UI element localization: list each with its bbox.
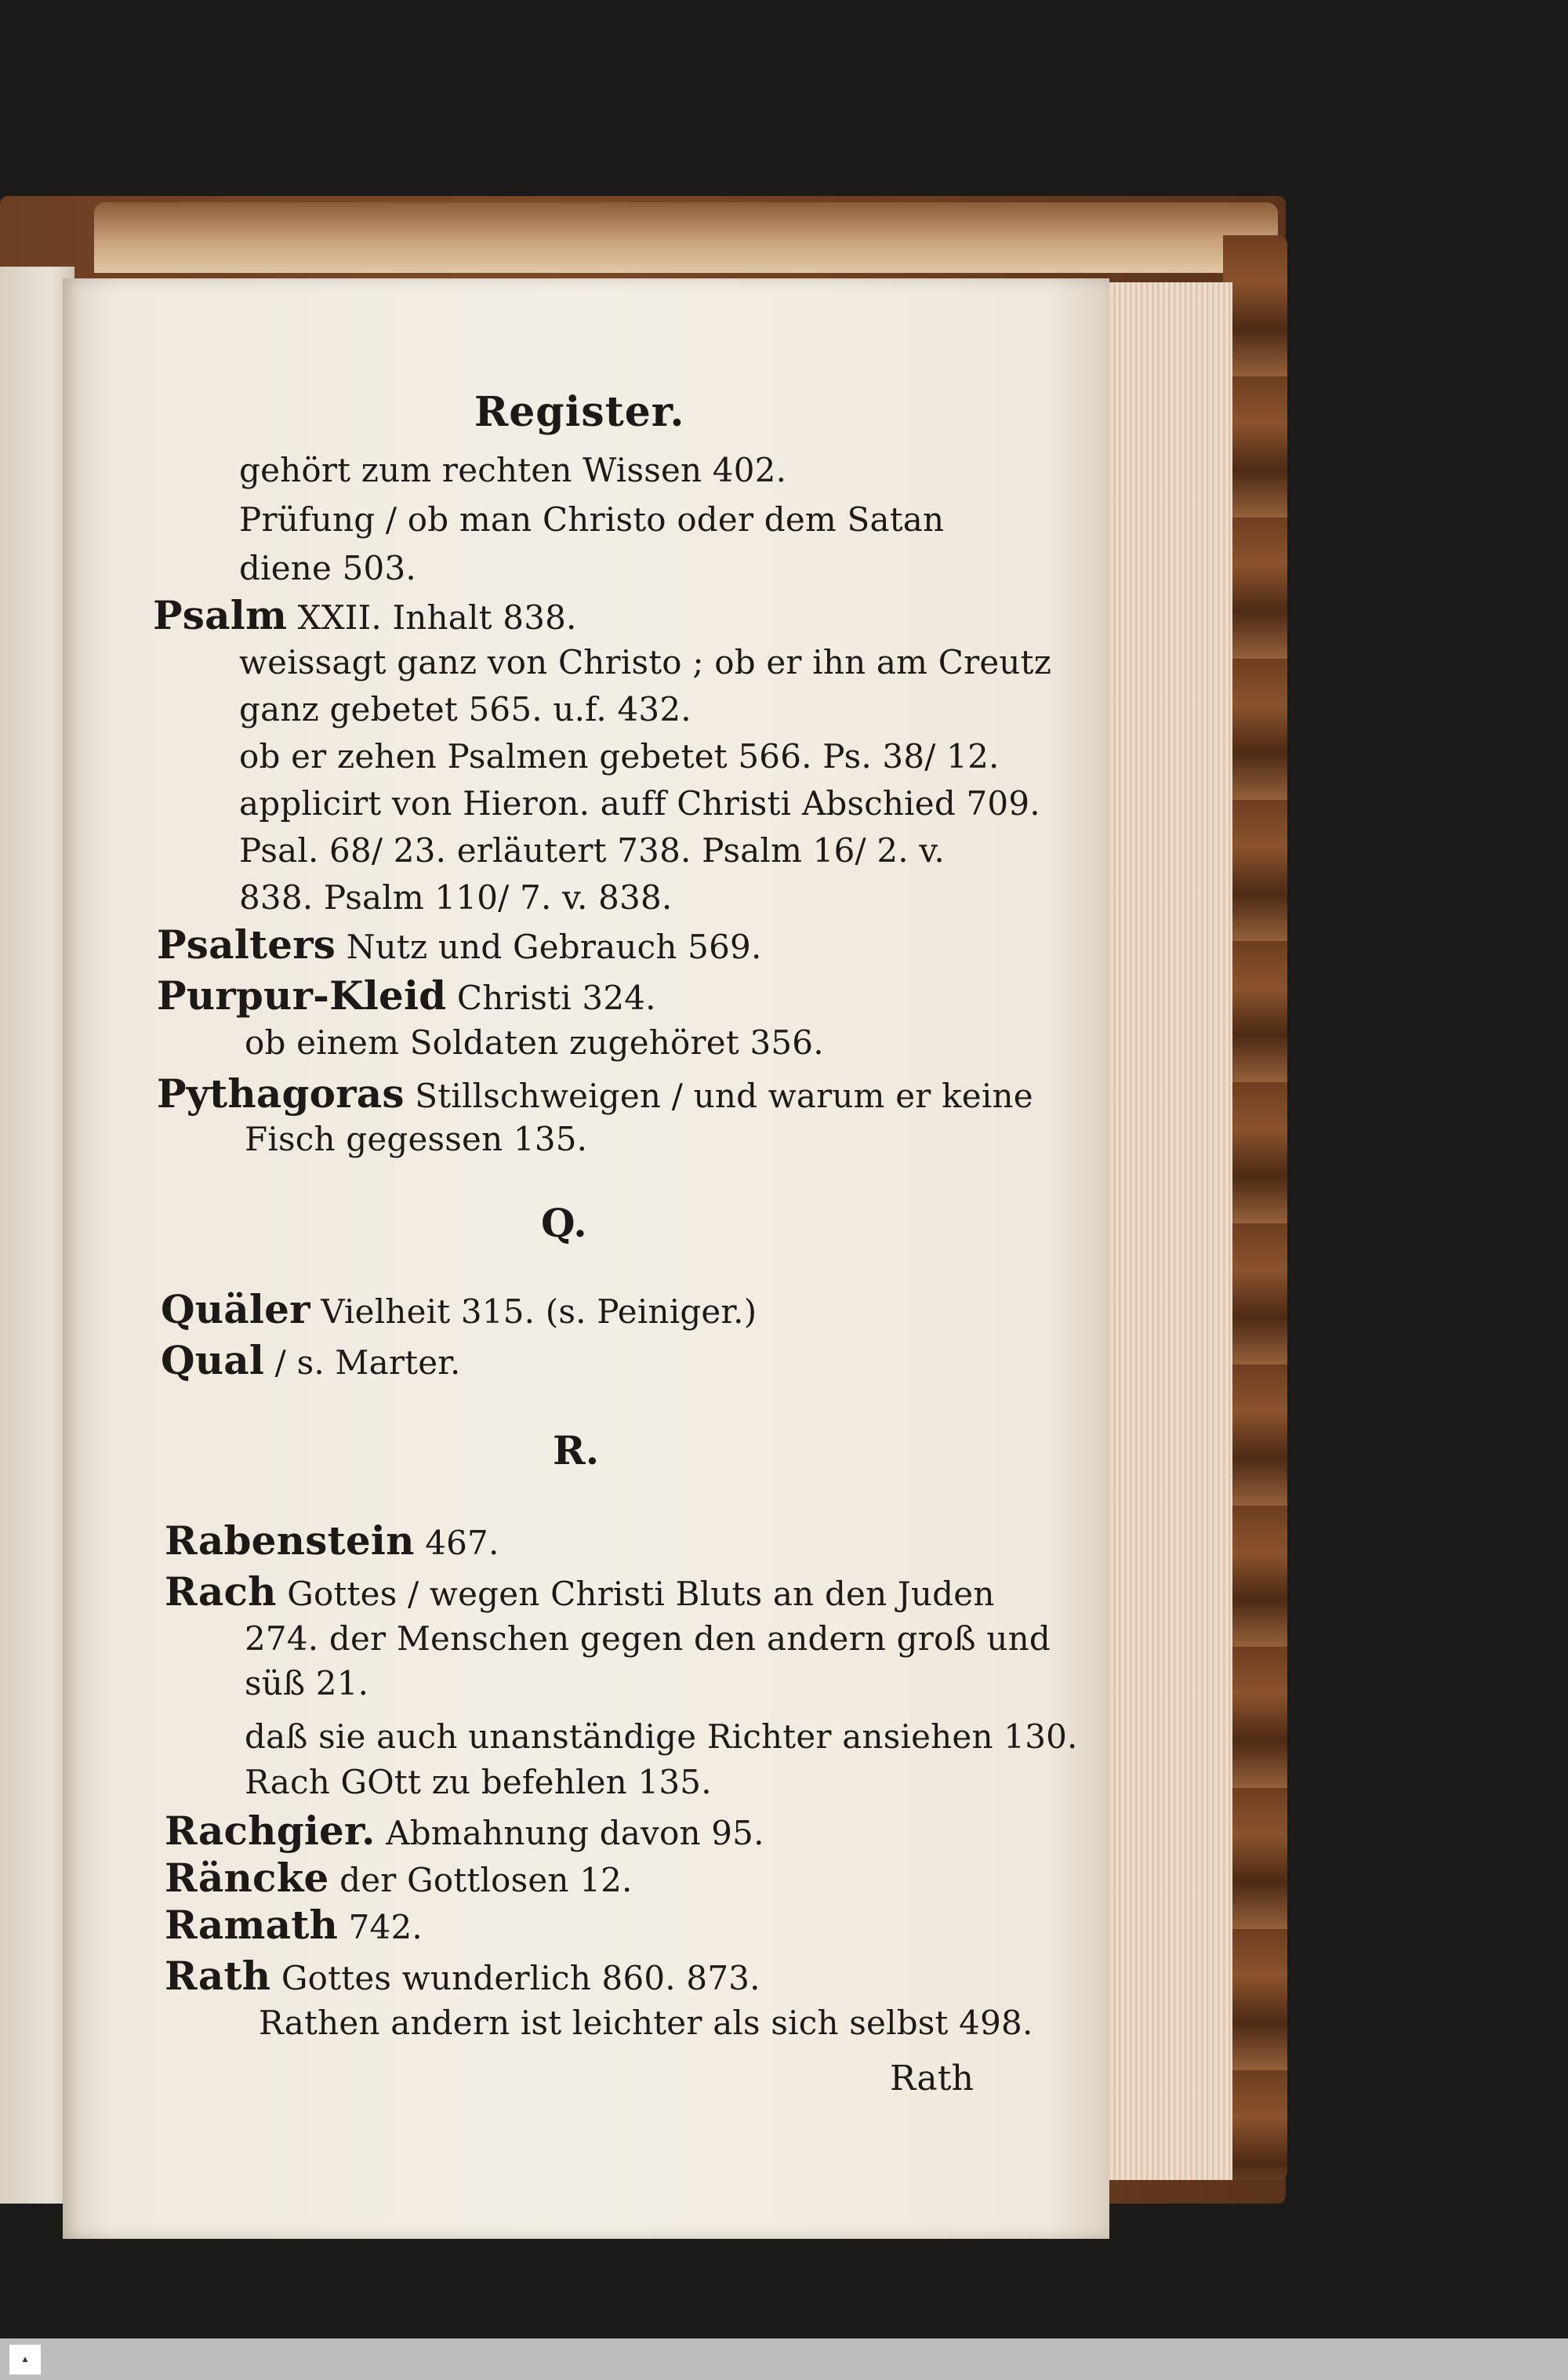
viewer-bottom-bar <box>0 2338 1568 2380</box>
entry-text: Abmahnung davon 95. <box>386 1814 764 1852</box>
index-entry <box>157 972 656 1019</box>
entry-text: Vielheit 315. (s. Peiniger.) <box>321 1292 757 1331</box>
catchword: Rath <box>890 2058 975 2098</box>
entry-headword: Psalm <box>153 592 288 638</box>
entry-text: Gottes wunderlich 860. 873. <box>281 1959 760 1997</box>
book-spine <box>1223 235 1287 2180</box>
index-line: applicirt von Hieron. auff Christi Abschied 709. <box>239 784 1040 823</box>
entry-text: 467. <box>425 1524 499 1562</box>
index-entry <box>157 921 762 968</box>
entry-headword: Rabenstein <box>165 1517 415 1564</box>
index-line: 838. Psalm 110/ 7. v. 838. <box>239 878 673 917</box>
entry-headword: Purpur-Kleid <box>157 972 447 1019</box>
index-entry <box>161 1286 757 1332</box>
section-letter-q: Q. <box>541 1200 587 1246</box>
index-line: süß 21. <box>245 1664 369 1702</box>
index-entry <box>165 1568 995 1615</box>
running-head: Register. <box>474 388 685 436</box>
entry-text: Christi 324. <box>456 979 656 1017</box>
index-line: weissagt ganz von Christo ; ob er ihn am Creutz <box>239 643 1052 681</box>
index-entry <box>165 1517 499 1564</box>
book-top-edge <box>94 202 1278 273</box>
page-edges <box>1098 282 1232 2180</box>
entry-headword: Psalters <box>157 921 336 968</box>
entry-headword: Rach <box>165 1568 277 1615</box>
index-line: Fisch gegessen 135. <box>245 1120 588 1158</box>
entry-text: der Gottlosen 12. <box>339 1861 633 1899</box>
index-line: Prüfung / ob man Christo oder dem Satan <box>239 500 945 539</box>
index-entry <box>165 1902 423 1948</box>
index-line: 274. der Menschen gegen den andern groß und <box>245 1619 1051 1658</box>
index-line: Rathen andern ist leichter als sich selbst 498. <box>259 2004 1033 2042</box>
index-line: ob er zehen Psalmen gebetet 566. Ps. 38/ 12. <box>239 737 1000 776</box>
index-line: ganz gebetet 565. u.f. 432. <box>239 690 691 729</box>
entry-headword: Rachgier. <box>165 1808 376 1854</box>
entry-text: / s. Marter. <box>274 1343 461 1382</box>
entry-headword: Rath <box>165 1953 271 1999</box>
library-logo-icon: ▲ <box>9 2345 41 2375</box>
index-entry <box>153 592 577 638</box>
entry-headword: Pythagoras <box>157 1070 405 1117</box>
entry-headword: Ramath <box>165 1902 339 1948</box>
entry-headword: Quäler <box>161 1286 310 1332</box>
entry-text: Gottes / wegen Christi Bluts an den Juden <box>287 1575 995 1613</box>
entry-text: Nutz und Gebrauch 569. <box>346 928 762 966</box>
index-entry <box>157 1070 1033 1117</box>
index-line: ob einem Soldaten zugehöret 356. <box>245 1023 824 1062</box>
index-line: daß sie auch unanständige Richter ansiehen 130. <box>245 1717 1078 1756</box>
index-line: Rach GOtt zu befehlen 135. <box>245 1763 712 1801</box>
entry-text: Stillschweigen / und warum er keine <box>415 1077 1033 1115</box>
entry-text: XXII. Inhalt 838. <box>297 598 577 637</box>
index-entry <box>165 1855 633 1901</box>
index-entry <box>161 1337 461 1383</box>
index-line: gehört zum rechten Wissen 402. <box>239 451 787 489</box>
index-line: Psal. 68/ 23. erläutert 738. Psalm 16/ 2. v. <box>239 831 945 870</box>
entry-text: 742. <box>348 1908 423 1946</box>
index-entry <box>165 1808 764 1854</box>
entry-headword: Qual <box>161 1337 265 1383</box>
entry-headword: Räncke <box>165 1855 329 1901</box>
section-letter-r: R. <box>553 1427 600 1473</box>
index-entry <box>165 1953 760 1999</box>
index-line: diene 503. <box>239 549 416 587</box>
